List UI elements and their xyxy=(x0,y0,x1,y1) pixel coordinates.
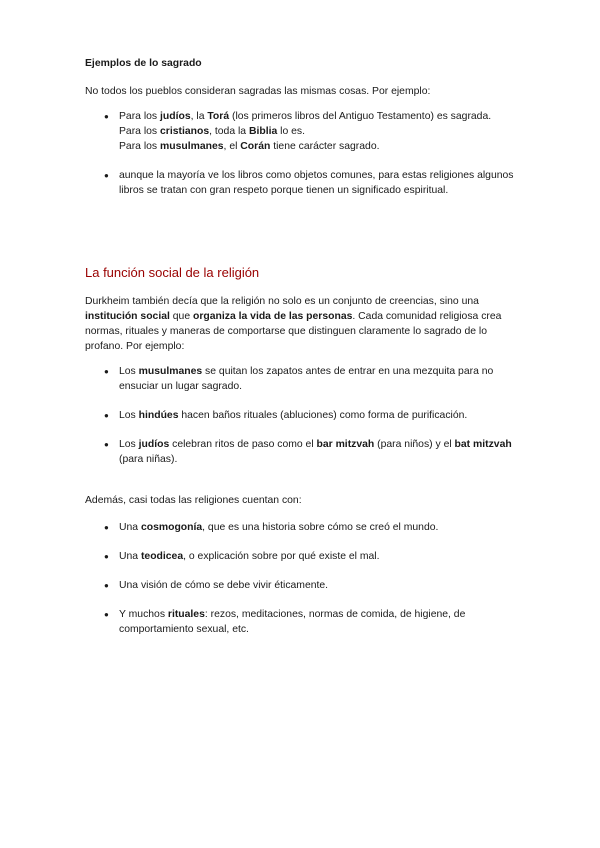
list-item: ● Una teodicea, o explicación sobre por qué existe el mal. xyxy=(85,549,515,564)
list-item: ● aunque la mayoría ve los libros como objetos comunes, para estas religiones algunos libros se tratan con gran respeto porque tienen un significado espiritual. xyxy=(85,168,515,198)
list-item: ● Para los judíos, la Torá (los primeros libros del Antiguo Testamento) es sagrada. Para los cristianos, toda la Biblia lo es. Para los musulmanes, el Corán tiene carácter sagrado. xyxy=(85,109,515,154)
funcion-paragraph: Durkheim también decía que la religión no solo es un conjunto de creencias, sino una institución social que organiza la vida de las personas. Cada comunidad religiosa crea normas, rituales y maneras de comportarse que distinguen claramente lo sagrado de lo profano. Por ejemplo: xyxy=(85,296,502,352)
ademas-list xyxy=(85,520,515,637)
ademas-intro: Además, casi todas las religiones cuentan con: xyxy=(85,495,302,506)
list-item: ● Una cosmogonía, que es una historia sobre cómo se creó el mundo. xyxy=(85,520,515,535)
section-title-funcion: La función social de la religión xyxy=(85,265,260,280)
list-item: ● Y muchos rituales: rezos, meditaciones, normas de comida, de higiene, de comportamiento sexual, etc. xyxy=(85,607,515,637)
section-heading-sagrado: Ejemplos de lo sagrado xyxy=(85,58,202,69)
list-item: ● Los musulmanes se quitan los zapatos antes de entrar en una mezquita para no ensuciar un lugar sagrado. xyxy=(85,364,515,394)
list-item: ● Los judíos celebran ritos de paso como el bar mitzvah (para niños) y el bat mitzvah (para niñas). xyxy=(85,437,515,467)
funcion-list xyxy=(85,364,515,467)
list-item: ● Los hindúes hacen baños rituales (abluciones) como forma de purificación. xyxy=(85,408,515,423)
list-item: ● Una visión de cómo se debe vivir éticamente. xyxy=(85,578,515,593)
sagrado-list xyxy=(85,109,515,198)
sagrado-intro: No todos los pueblos consideran sagradas las mismas cosas. Por ejemplo: xyxy=(85,86,431,97)
